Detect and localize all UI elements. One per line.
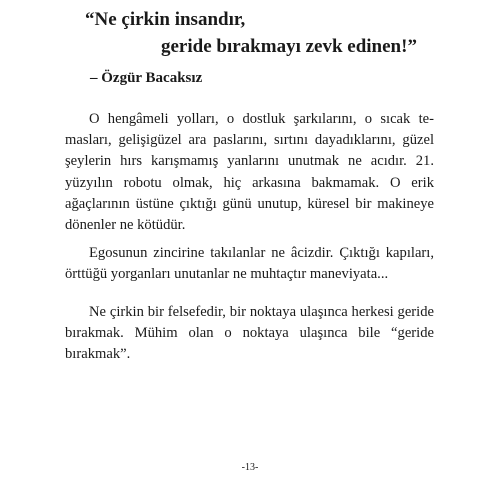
paragraph-2: Egosunun zincirine takılanlar ne âcizdir. Çıktığı kapıları, örttüğü yorganları unutanlar ne muhtaçtır maneviyata... [65, 245, 434, 283]
epigraph-author: – Özgür Bacaksız [90, 70, 203, 86]
page-number: -13- [241, 462, 259, 473]
paragraph-1: O hengâmeli yolları, o dostluk şarkılarını, o sıcak temasları, gelişigüzel ara paslarını, sırtını dayadıklarını, güzel şeylerin hırs karışmamış yanlarını unutmak ne acıdır. 21. yüzyılın robotu olmak, hiç arkasına bakmamak. O erik ağaçlarının üstüne çıktığı günü unutup, küresel bir makineye dönenler ne kötüdür. [65, 111, 434, 234]
epigraph-line-2: geride bırakmayı zevk edinen!” [161, 36, 417, 57]
epigraph-line-1: “Ne çirkin insandır, [85, 9, 246, 30]
paragraph-3: Ne çirkin bir felsefedir, bir noktaya ulaşınca herkesi geride bırakmak. Mühim olan o noktaya ulaşınca bile “geride bırakmak”. [65, 304, 434, 363]
epigraph-quote [85, 6, 445, 60]
